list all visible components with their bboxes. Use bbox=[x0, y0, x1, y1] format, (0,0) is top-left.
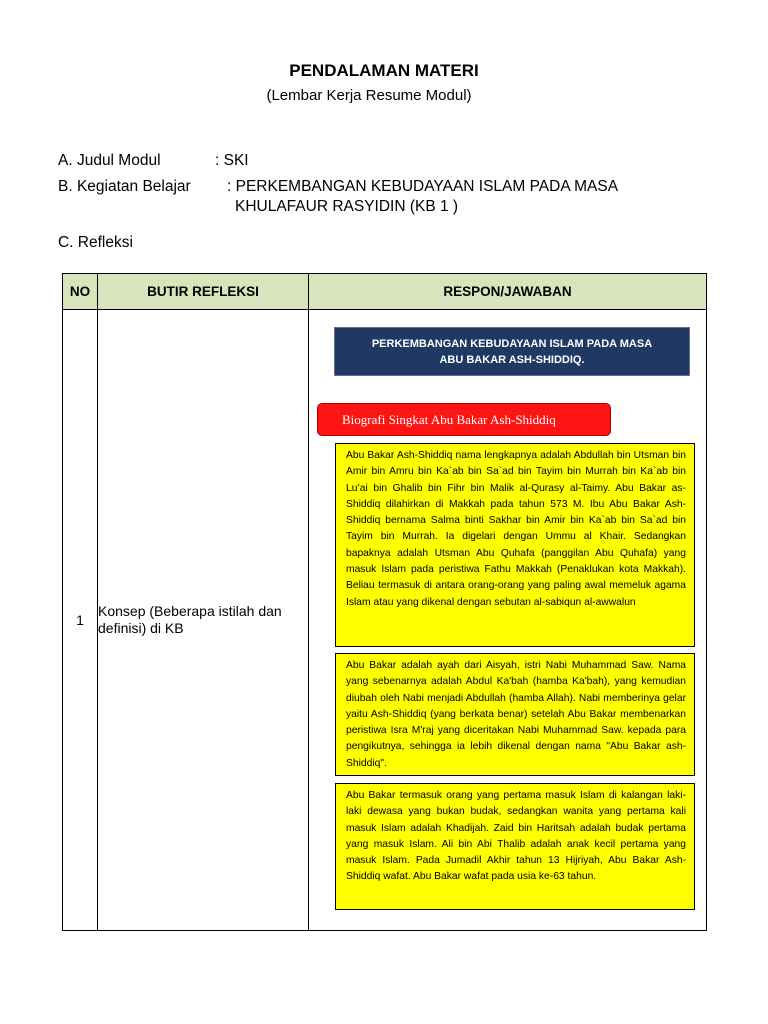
section-heading-line1: PERKEMBANGAN KEBUDAYAAN ISLAM PADA MASA bbox=[371, 338, 653, 350]
row-number: 1 bbox=[63, 310, 98, 931]
judul-modul-row bbox=[58, 151, 249, 171]
refleksi-table bbox=[62, 273, 707, 931]
kegiatan-belajar-line2: KHULAFAUR RASYIDIN (KB 1 ) bbox=[235, 198, 459, 215]
paragraph-box-3: Abu Bakar termasuk orang yang pertama masuk Islam di kalangan laki-laki dewasa yang bukan budak, sedangkan wanita yang pertama kali masuk Islam adalah Khadijah. Zaid bin Haritsah adalah budak pertama yang masuk Islam. Ali bin Abi Thalib adalah anak kecil pertama yang masuk Islam. Pada Jumadil Akhir tahun 13 Hijriyah, Abu Bakar Ash-Shiddiq wafat. Abu Bakar wafat pada usia ke-63 tahun. bbox=[335, 783, 695, 910]
respon-cell bbox=[309, 310, 707, 931]
page-title: PENDALAMAN MATERI bbox=[289, 61, 479, 80]
judul-modul-value: : SKI bbox=[215, 152, 249, 169]
section-heading-box bbox=[334, 327, 690, 376]
section-heading-line2: ABU BAKAR ASH-SHIDDIQ. bbox=[439, 354, 585, 366]
table-header-row bbox=[63, 274, 707, 310]
page-subtitle: (Lembar Kerja Resume Modul) bbox=[266, 87, 472, 104]
header-no: NO bbox=[63, 274, 98, 310]
kegiatan-belajar-line1: : PERKEMBANGAN KEBUDAYAAN ISLAM PADA MASA bbox=[227, 178, 619, 195]
judul-modul-label: A. Judul Modul bbox=[58, 152, 161, 169]
paragraph-box-2: Abu Bakar adalah ayah dari Aisyah, istri Nabi Muhammad Saw. Nama yang sebenarnya adalah Abdul Ka'bah (hamba Ka'bah), yang kemudian diubah oleh Nabi menjadi Abdullah (hamba Allah). Nabi memberinya gelar yaitu Ash-Shiddiq (yang berkata benar) setelah Abu Bakar membenarkan peristiwa Isra M'raj yang diceritakan Nabi Muhammad Saw. kepada para pengikutnya, sehingga ia lebih dikenal dengan nama "Abu Bakar ash-Shiddiq". bbox=[335, 653, 695, 776]
refleksi-heading: C. Refleksi bbox=[58, 234, 133, 251]
kegiatan-belajar-label: B. Kegiatan Belajar bbox=[58, 178, 191, 195]
table-row bbox=[63, 310, 707, 931]
paragraph-box-1: Abu Bakar Ash-Shiddiq nama lengkapnya adalah Abdullah bin Utsman bin Amir bin Amru bin Ka`ab bin Sa`ad bin Tayim bin Murrah bin Ka`ab bin Lu’ai bin Ghalib bin Fihr bin Malik al-Qurasy al-Taimy. Abu Bakar as-Shiddiq dilahirkan di Makkah pada tahun 573 M. Ibu Abu Bakar Ash-Shiddiq bernama Salma binti Sakhar bin Amir bin Ka`ab bin Sa`ad bin Tayim bin Murrah. Ia digelari dengan Ummu al Khair. Sedangkan bapaknya adalah Utsman Abu Quhafa (panggilan Abu Quhafa) yang masuk Islam pada peristiwa Fathu Makkah (Penaklukan kota Makkah). Beliau termasuk di antara orang-orang yang paling awal memeluk agama Islam atau yang dikenal dengan sebutan al-sabiqun al-awwalun bbox=[335, 443, 695, 647]
header-butir-refleksi: BUTIR REFLEKSI bbox=[98, 274, 309, 310]
header-respon-jawaban: RESPON/JAWABAN bbox=[309, 274, 707, 310]
kegiatan-belajar-row bbox=[58, 177, 697, 217]
butir-refleksi-cell: Konsep (Beberapa istilah dan definisi) di KB bbox=[98, 310, 309, 931]
kegiatan-belajar-value bbox=[227, 177, 697, 217]
biografi-label: Biografi Singkat Abu Bakar Ash-Shiddiq bbox=[317, 403, 611, 436]
